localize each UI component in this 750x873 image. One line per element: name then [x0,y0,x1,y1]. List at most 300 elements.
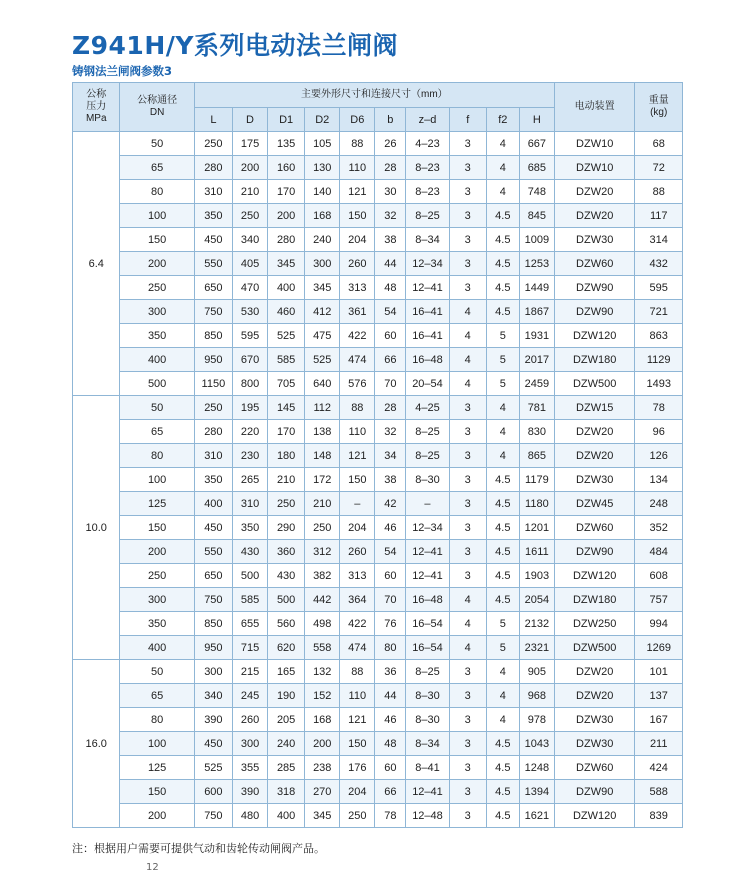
table-cell: 80 [120,180,194,204]
table-cell: 314 [635,228,683,252]
pressure-cell: 10.0 [73,396,120,660]
table-cell: 12–48 [406,804,449,828]
table-cell: DZW60 [554,756,635,780]
table-cell: 4 [449,372,486,396]
header-dn: 公称通径 DN [120,83,194,132]
table-cell: 424 [635,756,683,780]
table-cell: 70 [375,372,406,396]
table-cell: 620 [268,636,305,660]
table-cell: 4.5 [486,492,519,516]
table-cell: 12–41 [406,540,449,564]
table-cell: 121 [340,444,375,468]
table-cell: 498 [305,612,340,636]
table-cell: 300 [305,252,340,276]
table-cell: 130 [305,156,340,180]
table-cell: 4.5 [486,732,519,756]
table-cell: DZW120 [554,804,635,828]
table-cell: 550 [194,540,232,564]
table-cell: 170 [268,180,305,204]
table-cell: 250 [120,276,194,300]
table-cell: 88 [340,132,375,156]
table-cell: 48 [375,732,406,756]
table-cell: DZW30 [554,228,635,252]
table-cell: 172 [305,468,340,492]
table-cell: 44 [375,684,406,708]
header-dim-5: b [375,108,406,132]
table-row [73,492,683,516]
header-actuator: 电动装置 [554,83,635,132]
table-cell: 685 [519,156,554,180]
table-cell: 650 [194,564,232,588]
table-cell: 400 [120,636,194,660]
table-cell: DZW60 [554,252,635,276]
header-dim-8: f2 [486,108,519,132]
table-cell: 88 [340,396,375,420]
table-cell: 134 [635,468,683,492]
table-cell: 312 [305,540,340,564]
table-cell: 5 [486,324,519,348]
table-cell: 1253 [519,252,554,276]
table-row [73,372,683,396]
table-cell: – [406,492,449,516]
table-cell: 100 [120,204,194,228]
table-cell: 430 [232,540,267,564]
table-cell: 204 [340,228,375,252]
table-cell: 850 [194,324,232,348]
table-cell: 4 [486,132,519,156]
table-cell: 54 [375,540,406,564]
table-cell: 80 [375,636,406,660]
table-cell: 8–25 [406,420,449,444]
table-cell: 721 [635,300,683,324]
table-cell: 180 [268,444,305,468]
table-cell: 176 [340,756,375,780]
table-cell: 175 [232,132,267,156]
table-cell: 313 [340,276,375,300]
table-cell: 112 [305,396,340,420]
table-cell: 558 [305,636,340,660]
table-cell: DZW250 [554,612,635,636]
table-cell: DZW90 [554,780,635,804]
table-cell: 80 [120,708,194,732]
table-cell: 34 [375,444,406,468]
table-cell: 3 [449,156,486,180]
table-cell: 12–41 [406,276,449,300]
table-cell: – [340,492,375,516]
table-cell: 190 [268,684,305,708]
table-cell: 400 [268,276,305,300]
table-cell: 994 [635,612,683,636]
table-cell: 250 [340,804,375,828]
table-cell: 140 [305,180,340,204]
table-cell: 432 [635,252,683,276]
table-cell: 400 [194,492,232,516]
table-cell: 110 [340,684,375,708]
table-cell: 5 [486,372,519,396]
table-row [73,204,683,228]
table-row [73,132,683,156]
table-cell: 50 [120,396,194,420]
table-cell: 968 [519,684,554,708]
table-cell: 310 [232,492,267,516]
table-row [73,540,683,564]
table-cell: 200 [305,732,340,756]
table-cell: 300 [232,732,267,756]
table-cell: 248 [635,492,683,516]
table-cell: 66 [375,780,406,804]
table-cell: 250 [268,492,305,516]
table-cell: 400 [268,804,305,828]
table-cell: 16–48 [406,588,449,612]
table-cell: 250 [305,516,340,540]
table-cell: 3 [449,132,486,156]
table-row [73,468,683,492]
header-pressure: 公称 压力 MPa [73,83,120,132]
table-cell: 60 [375,564,406,588]
table-cell: 135 [268,132,305,156]
table-cell: 240 [268,732,305,756]
table-cell: 80 [120,444,194,468]
table-cell: 345 [305,804,340,828]
table-cell: 117 [635,204,683,228]
pressure-cell: 16.0 [73,660,120,828]
table-cell: 4 [486,180,519,204]
table-cell: 1150 [194,372,232,396]
table-cell: 430 [268,564,305,588]
table-cell: 310 [194,444,232,468]
table-cell: 150 [340,204,375,228]
header-dim-6: z–d [406,108,449,132]
table-row [73,444,683,468]
table-cell: 4.5 [486,588,519,612]
table-cell: 4 [486,660,519,684]
table-cell: 96 [635,420,683,444]
table-cell: DZW30 [554,468,635,492]
table-cell: DZW90 [554,300,635,324]
table-cell: 800 [232,372,267,396]
table-cell: 390 [194,708,232,732]
table-cell: 46 [375,708,406,732]
table-cell: 8–25 [406,660,449,684]
table-cell: 450 [194,732,232,756]
table-cell: 121 [340,180,375,204]
table-row [73,348,683,372]
table-cell: 126 [635,444,683,468]
table-cell: DZW10 [554,156,635,180]
table-cell: DZW500 [554,636,635,660]
table-cell: 360 [268,540,305,564]
table-cell: 28 [375,396,406,420]
table-cell: 50 [120,132,194,156]
table-cell: 2017 [519,348,554,372]
table-cell: 250 [194,132,232,156]
table-row [73,804,683,828]
table-cell: 290 [268,516,305,540]
table-cell: 475 [305,324,340,348]
table-cell: 12–34 [406,252,449,276]
table-cell: 4.5 [486,228,519,252]
table-cell: 422 [340,612,375,636]
table-cell: 350 [120,612,194,636]
table-cell: 300 [120,588,194,612]
table-cell: 585 [232,588,267,612]
table-cell: 3 [449,252,486,276]
table-cell: 42 [375,492,406,516]
table-cell: 585 [268,348,305,372]
table-cell: 3 [449,804,486,828]
table-cell: 50 [120,660,194,684]
table-cell: 4.5 [486,252,519,276]
table-cell: 4 [449,612,486,636]
table-cell: 16–54 [406,636,449,660]
table-cell: 88 [340,660,375,684]
table-cell: 215 [232,660,267,684]
table-cell: 715 [232,636,267,660]
table-cell: 280 [194,156,232,180]
table-cell: 210 [305,492,340,516]
table-cell: 4.5 [486,516,519,540]
table-cell: 48 [375,276,406,300]
table-row [73,612,683,636]
table-cell: 460 [268,300,305,324]
table-cell: 400 [120,348,194,372]
table-cell: 16–41 [406,324,449,348]
table-cell: 60 [375,324,406,348]
table-row [73,252,683,276]
table-cell: DZW20 [554,684,635,708]
table-cell: 1269 [635,636,683,660]
table-cell: 442 [305,588,340,612]
table-cell: 195 [232,396,267,420]
table-cell: 38 [375,228,406,252]
table-cell: 5 [486,612,519,636]
table-cell: DZW20 [554,180,635,204]
table-cell: 640 [305,372,340,396]
table-cell: 1129 [635,348,683,372]
table-cell: 3 [449,468,486,492]
table-cell: DZW30 [554,708,635,732]
table-cell: 285 [268,756,305,780]
table-cell: 30 [375,180,406,204]
table-cell: 4 [449,588,486,612]
table-cell: 44 [375,252,406,276]
table-cell: 250 [194,396,232,420]
table-cell: 150 [340,732,375,756]
table-cell: 525 [268,324,305,348]
table-cell: 60 [375,756,406,780]
table-cell: 4.5 [486,276,519,300]
table-cell: 500 [120,372,194,396]
table-row [73,780,683,804]
table-cell: 3 [449,228,486,252]
table-cell: 12–41 [406,780,449,804]
table-cell: 595 [635,276,683,300]
table-cell: 101 [635,660,683,684]
table-cell: 148 [305,444,340,468]
header-dim-0: L [194,108,232,132]
table-cell: 170 [268,420,305,444]
page-number: 12 [146,862,159,873]
table-cell: 150 [120,780,194,804]
table-cell: 8–30 [406,708,449,732]
table-cell: 200 [268,204,305,228]
table-cell: 1179 [519,468,554,492]
table-cell: 168 [305,708,340,732]
table-cell: 705 [268,372,305,396]
pressure-cell: 6.4 [73,132,120,396]
table-cell: 3 [449,564,486,588]
table-cell: 110 [340,420,375,444]
table-cell: 200 [232,156,267,180]
table-cell: 204 [340,516,375,540]
table-cell: 250 [120,564,194,588]
table-cell: 412 [305,300,340,324]
table-cell: 3 [449,396,486,420]
table-cell: 350 [194,204,232,228]
table-cell: 608 [635,564,683,588]
table-cell: 150 [120,228,194,252]
table-cell: 480 [232,804,267,828]
table-cell: 1394 [519,780,554,804]
table-cell: 5 [486,348,519,372]
table-cell: 105 [305,132,340,156]
header-dimensions-group: 主要外形尺寸和连接尺寸（mm） [194,83,554,108]
table-cell: 8–34 [406,732,449,756]
table-cell: 845 [519,204,554,228]
table-cell: 137 [635,684,683,708]
table-row [73,396,683,420]
table-cell: 250 [232,204,267,228]
table-cell: 318 [268,780,305,804]
table-cell: 750 [194,300,232,324]
table-cell: 280 [268,228,305,252]
table-cell: 530 [232,300,267,324]
table-cell: 3 [449,780,486,804]
table-row [73,180,683,204]
table-cell: DZW20 [554,204,635,228]
table-cell: 2054 [519,588,554,612]
table-cell: 650 [194,276,232,300]
table-cell: 863 [635,324,683,348]
table-cell: 4.5 [486,204,519,228]
table-cell: 3 [449,276,486,300]
table-cell: 1931 [519,324,554,348]
table-cell: 280 [194,420,232,444]
table-cell: 4 [486,396,519,420]
table-cell: 65 [120,420,194,444]
table-cell: 4.5 [486,564,519,588]
table-cell: 168 [305,204,340,228]
table-cell: 3 [449,660,486,684]
table-cell: 340 [194,684,232,708]
table-cell: 600 [194,780,232,804]
table-cell: 450 [194,516,232,540]
table-cell: 3 [449,540,486,564]
table-cell: 8–23 [406,156,449,180]
table-cell: 300 [120,300,194,324]
table-cell: 670 [232,348,267,372]
table-cell: DZW500 [554,372,635,396]
table-row [73,420,683,444]
table-cell: 500 [232,564,267,588]
table-row [73,228,683,252]
table-cell: 2132 [519,612,554,636]
table-cell: 16–41 [406,300,449,324]
table-cell: 500 [268,588,305,612]
table-cell: 350 [194,468,232,492]
table-cell: 3 [449,180,486,204]
table-cell: 4 [449,324,486,348]
valve-parameter-table [72,82,683,828]
table-cell: 152 [305,684,340,708]
table-cell: 4 [449,636,486,660]
table-cell: 1009 [519,228,554,252]
table-cell: 484 [635,540,683,564]
table-row [73,324,683,348]
table-cell: 588 [635,780,683,804]
table-cell: 450 [194,228,232,252]
table-cell: 313 [340,564,375,588]
table-cell: 26 [375,132,406,156]
table-cell: 345 [305,276,340,300]
table-row [73,756,683,780]
table-cell: DZW20 [554,420,635,444]
table-cell: 340 [232,228,267,252]
table-cell: 100 [120,732,194,756]
header-dim-4: D6 [340,108,375,132]
table-row [73,588,683,612]
page-title: Z941H/Y系列电动法兰闸阀 [72,31,398,60]
table-cell: DZW15 [554,396,635,420]
table-cell: 1621 [519,804,554,828]
table-cell: DZW45 [554,492,635,516]
table-cell: 525 [194,756,232,780]
table-cell: 1180 [519,492,554,516]
table-cell: 167 [635,708,683,732]
table-cell: 4 [449,348,486,372]
table-cell: 240 [305,228,340,252]
table-cell: 12–41 [406,564,449,588]
table-cell: 150 [340,468,375,492]
table-cell: 65 [120,156,194,180]
table-cell: 245 [232,684,267,708]
table-cell: 165 [268,660,305,684]
table-cell: 4–23 [406,132,449,156]
table-cell: 4 [486,444,519,468]
table-cell: 125 [120,756,194,780]
table-cell: 950 [194,636,232,660]
table-cell: 211 [635,732,683,756]
table-cell: 667 [519,132,554,156]
table-row [73,732,683,756]
table-cell: 260 [232,708,267,732]
table-cell: 2459 [519,372,554,396]
table-cell: 560 [268,612,305,636]
table-cell: 220 [232,420,267,444]
table-cell: 4 [486,708,519,732]
table-cell: 3 [449,756,486,780]
header-dim-7: f [449,108,486,132]
table-cell: 3 [449,516,486,540]
table-cell: DZW10 [554,132,635,156]
table-cell: 38 [375,468,406,492]
table-cell: 32 [375,204,406,228]
table-cell: 70 [375,588,406,612]
table-cell: 1903 [519,564,554,588]
table-cell: DZW90 [554,540,635,564]
table-cell: 8–25 [406,204,449,228]
table-cell: 72 [635,156,683,180]
